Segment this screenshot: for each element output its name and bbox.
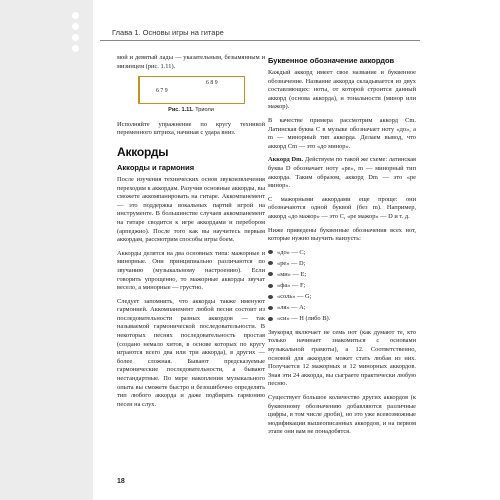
- paragraph: В качестве примера рассмотрим аккорд Cm. Латинская буква С в музыке обозначает ноту «до», а m — минорный тип аккорда. Делаем вывод, что аккорд Cm — это «до минор».: [268, 116, 416, 150]
- figure-caption: [117, 106, 265, 115]
- list-item-text: «ми» — E;: [277, 270, 307, 278]
- paragraph: Аккорды делятся на два основных типа: мажорные и минорные. Они принципиально различаются по звучанию (музыкальному настроению). Если говорить упрощенно, то мажорные аккорды звучат весело, а минорные — грустно.: [117, 249, 265, 292]
- bullet-icon: [268, 284, 273, 288]
- figure-triplets: [138, 76, 245, 104]
- bullet-icon: [268, 250, 273, 254]
- paragraph: С мажорными аккордами еще проще: они обозначаются одной буквой (без m). Например, аккорд «до мажор» — это С, «ре мажор» — D и т. д.: [268, 195, 416, 220]
- paragraph: Каждый аккорд имеет свое название и буквенное обозначение. Название аккорда складывается из двух составляющих: ноты, от которой строится данный аккорд (основа аккорда), и тональности (минор или мажор).: [268, 69, 416, 111]
- subsection-title: Буквенное обозначение аккордов: [268, 56, 395, 65]
- bullet-icon: [268, 306, 273, 310]
- fret-numbers: 6 7 9: [156, 88, 168, 95]
- list-item: [268, 293, 416, 302]
- paragraph-text: Действуем по такой же схеме: латинская буква D обозначает ноту «ре», m — минорный тип аккорда. Таким образом, аккорд Dm — это «ре минор».: [268, 156, 416, 190]
- page-number: 18: [117, 478, 125, 485]
- list-item: [268, 282, 416, 291]
- list-item-text: «ля» — A;: [277, 304, 306, 312]
- list-item-text: «соль» — G;: [277, 293, 312, 301]
- list-item: [268, 249, 416, 258]
- caption-text: Триоли: [195, 107, 214, 114]
- list-item-text: «си» — H (либо B).: [277, 315, 331, 323]
- left-column: [117, 54, 265, 414]
- fret-numbers: 6 8 9: [206, 80, 218, 87]
- paragraph: Звукоряд включает не семь нот (как думают те, кто только начинает знакомиться с основами музыкальной грамоты), а 12. Соответственно, основой для аккордов может стать любая из них. Получается 12 мажорных и 12 минорных аккордов. Зная эти 24 аккорда, вы сыграете практически любую песню.: [268, 328, 416, 388]
- header-rule: [100, 40, 420, 41]
- bullet-icon: [268, 317, 273, 321]
- bullet-icon: [268, 295, 273, 299]
- caption-number: Рис. 1.11.: [168, 107, 194, 114]
- note-list: [268, 249, 416, 324]
- list-item-text: «до» — С;: [277, 248, 306, 256]
- list-item: [268, 260, 416, 269]
- bold-term: Аккорд Dm.: [268, 156, 304, 164]
- list-item: [268, 271, 416, 280]
- paragraph: Исполняйте упражнение по кругу техникой переменного штриха, начиная с удара вниз.: [117, 120, 265, 137]
- paragraph: Ниже приведены буквенные обозначения всех нот, которые нужно выучить наизусть:: [268, 226, 416, 243]
- paragraph: мой и девятый лады — указательным, безымянным и мизинцем (рис. 1.11).: [117, 54, 265, 70]
- list-item-text: «ре» — D;: [277, 259, 306, 267]
- paragraph: После изучения технических основ звукоизвлечения переходим к аккордам. Разучив основные аккорды, вы сможете аккомпанировать на гитаре. Аккомпанемент — это поддержка вокальных партий игрой на инструменте. В большинстве случаев аккомпанемент на гитаре сводится к игре аккордами и перебором (арпеджио). После того как вы научитесь первым аккордам, рассмотрим способы игры боем.: [117, 175, 265, 244]
- paragraph: Существует большое количество других аккордов (к буквенному обозначению добавляются различные цифры, в том числе дроби), но это уже всевозможные модификации вышеописанных аккордов, и на первом этапе они вам не понадобятся.: [268, 394, 416, 436]
- bullet-icon: [268, 261, 273, 265]
- right-column: [268, 54, 416, 442]
- section-title: Аккорды: [117, 144, 169, 159]
- list-item: [268, 315, 416, 324]
- bullet-icon: [268, 272, 273, 276]
- decorative-dots: [66, 12, 86, 56]
- list-item-text: «фа» — F;: [277, 281, 306, 289]
- page-margin-band: [0, 0, 93, 500]
- chapter-header: Глава 1. Основы игры на гитаре: [112, 28, 224, 37]
- list-item: [268, 304, 416, 313]
- paragraph: Следует запомнить, что аккорды также именуют гармонией. Аккомпанемент любой песни состоит из последовательности разных аккордов — так называемой гармонической последовательности. В некоторых песнях последовательность простая (создано немало хитов, в основе которых по кругу играются всего два или три аккорда), в других — более сложная. Бывают предсказуемые гармонические последовательности, а бывают нестандартные. По мере накопления музыкального опыта вы сможете быстро и безошибочно определять тип любого аккорда и даже подбирать гармонию песен на слух.: [117, 297, 265, 408]
- paragraph: [268, 156, 416, 190]
- subsection-title: Аккорды и гармония: [117, 162, 195, 172]
